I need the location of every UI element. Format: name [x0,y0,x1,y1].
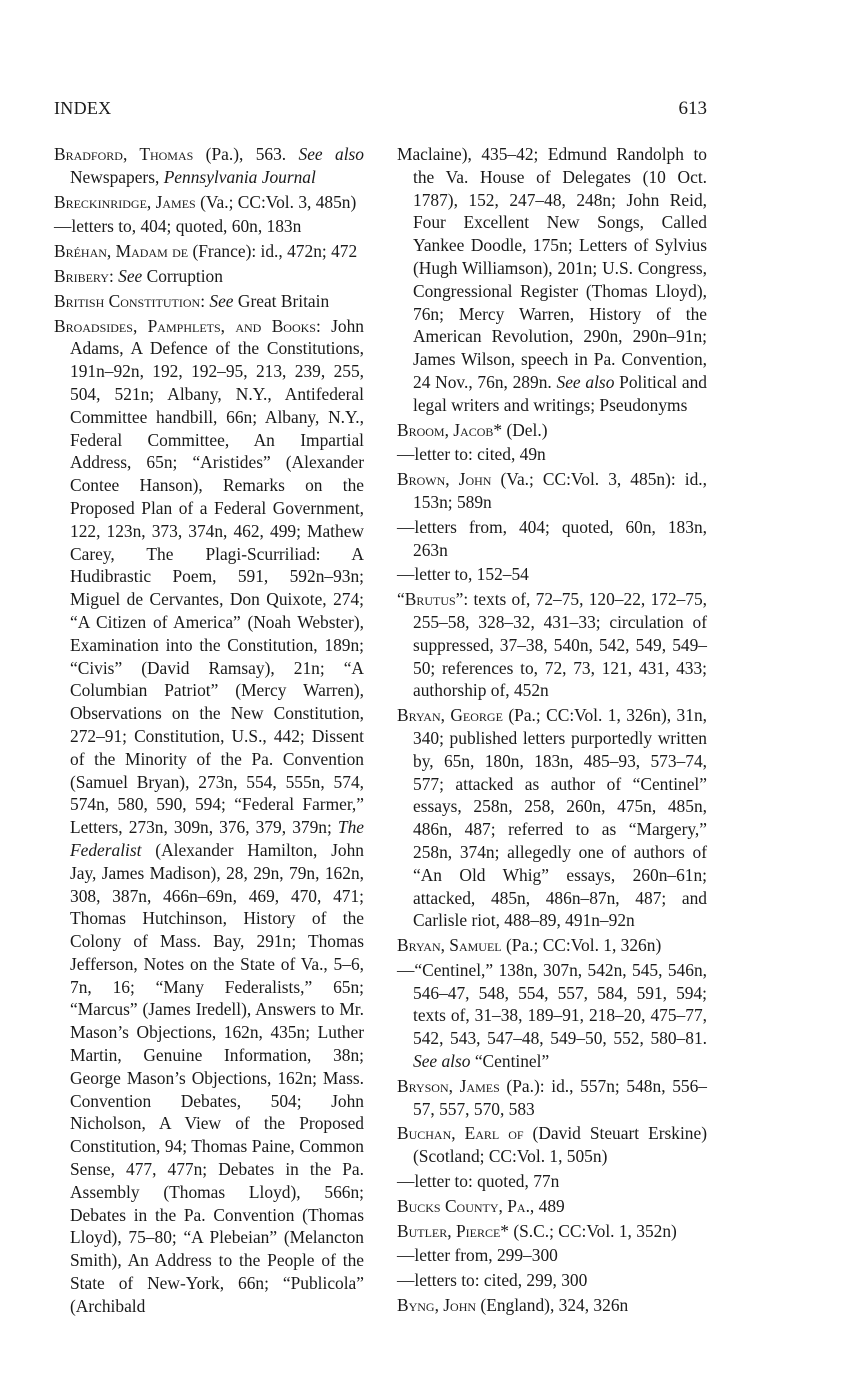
index-entry [54,191,364,214]
entry-text: 489 [534,1195,565,1216]
entry-heading: Bryan, George [397,705,503,726]
entry-text: (David Steuart Erskine) (Scotland; CC:Vol. 1, 505n) [413,1123,707,1167]
entry-text: —letter from, 299–300 [397,1245,558,1266]
entry-heading: Bribery: [54,265,114,286]
index-entry [54,315,364,1318]
entry-text: —letter to: cited, 49n [397,444,546,465]
index-entry [397,143,707,417]
index-entry [54,290,364,313]
entry-text-tail: Political and legal writers and writings; Pseudonyms [413,371,707,415]
index-entry [54,215,364,238]
entry-text-tail: Newspapers, [70,166,164,187]
entry-text: (England), 324, 326n [476,1295,629,1316]
page-number: 613 [678,98,707,119]
entry-heading: Broadsides, Pamphlets, and Books: [54,315,321,336]
entry-heading: “Brutus”: [397,589,469,610]
entry-text-tail: (Alexander Hamilton, John Jay, James Madison), 28, 29n, 79n, 162n, 308, 387n, 466n–69n, 469, 470, 471; Thomas Hutchinson, History of the Colony of Mass. Bay, 291n; Thomas Jefferson, Notes on the State of Va., 5–6, 7n, 16; “Many Federalists,” 65n; “Marcus” (James Iredell), Answers to Mr. Mason’s Objections, 162n, 435n; Luther Martin, Genuine Information, 38n; George Mason’s Objections, 162n; Mass. Convention Debates, 504; John Nicholson, A View of the Proposed Constitution, 94; Thomas Paine, Common Sense, 477, 477n; Debates in the Pa. Assembly (Thomas Lloyd), 566n; Debates in the Pa. Convention (Thomas Lloyd), 75–80; “A Plebeian” (Melancton Smith), An Address to the People of the State of New-York, 66n; “Publicola” (Archibald [70,839,364,1316]
entry-text: —letter to: quoted, 77n [397,1171,560,1192]
entry-heading: British Constitution: [54,290,206,311]
entry-text: (Va.; CC:Vol. 3, 485n): id., 153n; 589n [413,469,707,512]
index-entry [397,1170,707,1193]
entry-italic-title: Pennsylvania Journal [163,166,316,187]
entry-text-tail: Great Britain [233,290,330,311]
index-column-right [397,143,707,1319]
entry-cross-reference: See also [556,371,615,392]
index-entry [397,516,707,562]
index-entry [397,1122,707,1168]
entry-heading: Breckinridge, James [54,191,196,212]
entry-cross-reference: See [209,290,234,311]
index-entry [397,468,707,514]
entry-heading: Bryson, James [397,1075,500,1096]
entry-text: —letters to, 404; quoted, 60n, 183n [54,216,302,237]
index-entry [397,1244,707,1267]
entry-cross-reference: The Federalist [70,817,364,860]
index-entry [397,1075,707,1121]
entry-heading: Broom, Jacob* [397,419,503,440]
entry-heading: Buchan, Earl of [397,1123,524,1144]
entry-heading: Bréhan, Madam de [54,241,189,262]
index-entry [397,1269,707,1292]
entry-text: texts of, 72–75, 120–22, 172–75, 255–58, 328–32, 431–33; circulation of suppressed, 37–38, 540n, 542, 549, 549–50; references to, 72, 73, 121, 431, 433; authorship of, 452n [413,589,707,701]
entry-heading: Butler, Pierce* [397,1220,509,1241]
entry-heading: Bryan, Samuel [397,935,502,956]
entry-text: (Pa.; CC:Vol. 1, 326n), 31n, 340; published letters purportedly written by, 65n, 180n, 183n, 485–93, 573–74, 577; attacked as author of “Centinel” essays, 258n, 258, 260n, 475n, 485n, 486n, 487; referred to as “Margery,” 258n, 374n; allegedly one of authors of “An Old Whig” essays, 260n–61n; attacked, 485n, 486n–87n, 487; and Carlisle riot, 488–89, 491n–92n [413,705,707,931]
index-entry [54,265,364,288]
index-entry [397,1195,707,1218]
entry-heading: Bucks County, Pa., [397,1195,535,1216]
entry-text: (Pa.): id., 557n; 548n, 556–57, 557, 570, 583 [413,1075,708,1119]
entry-text: Maclaine), 435–42; Edmund Randolph to the Va. House of Delegates (10 Oct. 1787), 152, 247–48, 248n; John Reid, Four Excellent New Songs, Called Yankee Doodle, 175n; Letters of Sylvius (Hugh Williamson), 201n; U.S. Congress, Congressional Register (Thomas Lloyd), 76n; Mercy Warren, History of the American Revolution, 290n, 290n–91n; James Wilson, speech in Pa. Convention, 24 Nov., 76n, 289n. [397,144,707,392]
index-entry [397,704,707,932]
index-entry [397,959,707,1073]
entry-text-tail: “Centinel” [470,1051,550,1072]
entry-text: (Va.; CC:Vol. 3, 485n) [195,191,357,212]
entry-cross-reference: See also [298,144,364,164]
entry-text: (France): id., 472n; 472 [188,241,358,262]
header-title: INDEX [54,98,112,118]
entry-heading: Bradford, Thomas [54,144,194,164]
index-entry [397,443,707,466]
entry-text-tail: Corruption [142,265,223,286]
entry-text: (Del.) [502,419,548,440]
entry-cross-reference: See also [413,1051,471,1072]
entry-text: —letters from, 404; quoted, 60n, 183n, 263n [397,516,707,560]
entry-cross-reference: See [118,265,143,286]
entry-text: —letter to, 152–54 [397,564,529,585]
index-entry [397,1294,707,1317]
entry-heading: Byng, John [397,1295,477,1316]
index-entry [397,588,707,702]
index-entry [54,240,364,263]
entry-heading: Brown, John [397,469,492,490]
entry-text: John Adams, A Defence of the Constitutions, 191n–92n, 192, 192–95, 213, 239, 255, 504, 521n; Albany, N.Y., Antifederal Committee handbill, 66n; Albany, N.Y., Federal Committee, An Impartial Address, 65n; “Aristides” (Alexander Contee Hanson), Remarks on the Proposed Plan of a Federal Government, 122, 123n, 373, 374n, 462, 499; Mathew Carey, The Plagi-Scurriliad: A Hudibrastic Poem, 591, 592n–93n; Miguel de Cervantes, Don Quixote, 274; “A Citizen of America” (Noah Webster), Examination into the Constitution, 189n; “Civis” (David Ramsay), 21n; “A Columbian Patriot” (Mercy Warren), Observations on the New Constitution, 272–91; Constitution, U.S., 442; Dissent of the Minority of the Pa. Convention (Samuel Bryan), 273n, 554, 555n, 574, 574n, 580, 590, 594; “Federal Farmer,” Letters, 273n, 309n, 376, 379, 379n; [70,315,364,838]
index-entry [397,563,707,586]
entry-text: (Pa.), 563. [193,144,299,164]
entry-text: —letters to: cited, 299, 300 [397,1270,588,1291]
entry-text: (Pa.; CC:Vol. 1, 326n) [501,935,662,956]
index-column-left [54,143,364,1320]
index-entry [397,1220,707,1243]
running-header [54,98,112,119]
index-entry [54,143,364,189]
entry-text: (S.C.; CC:Vol. 1, 352n) [509,1220,677,1241]
index-entry [397,934,707,957]
index-entry [397,419,707,442]
entry-text: —“Centinel,” 138n, 307n, 542n, 545, 546n, 546–47, 548, 554, 557, 584, 591, 594; texts of, 31–38, 189–91, 218–20, 475–77, 542, 543, 547–48, 549–50, 552, 580–81. [397,959,707,1049]
